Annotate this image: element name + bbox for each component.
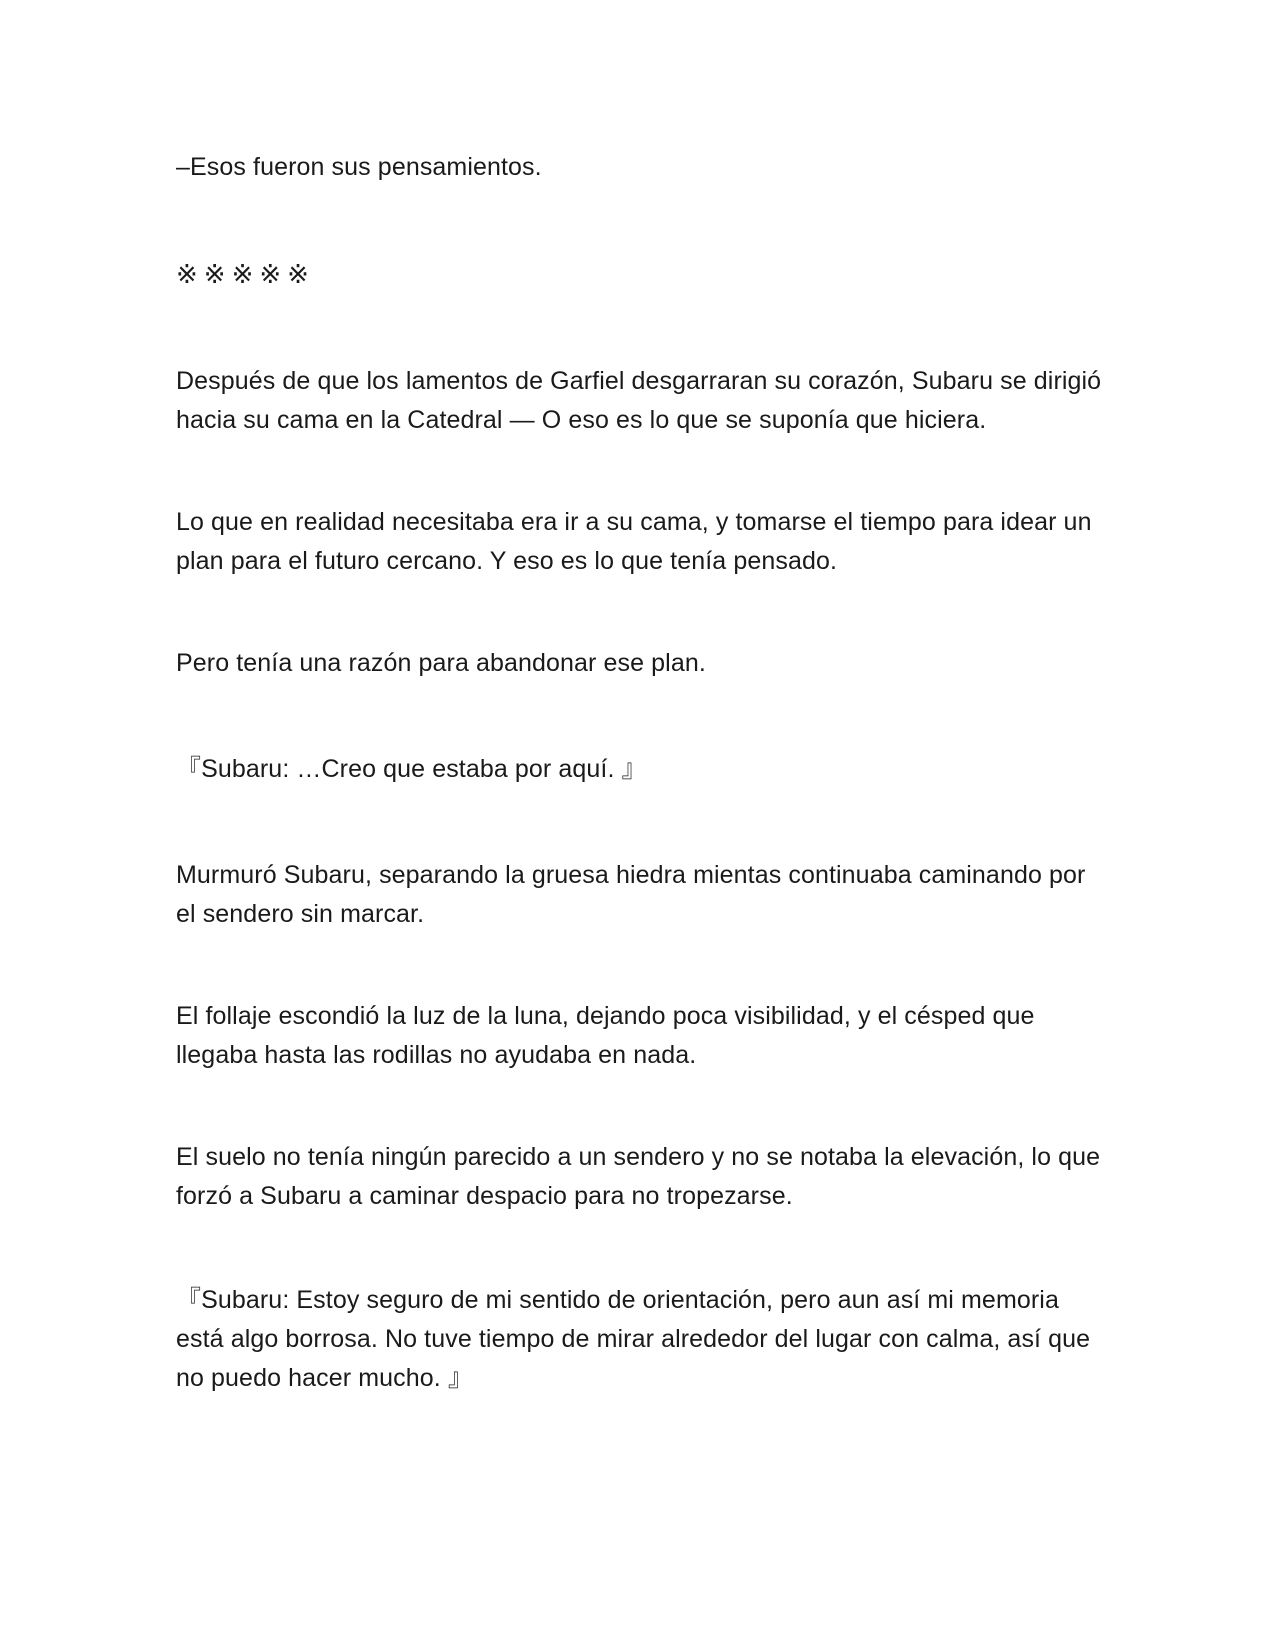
paragraph-bed-plan: Lo que en realidad necesitaba era ir a su cama, y tomarse el tiempo para idear un plan para el futuro cercano. Y eso es lo que tenía pensado. (176, 508, 1092, 575)
paragraph-thoughts: –Esos fueron sus pensamientos. (176, 153, 542, 181)
paragraph-foliage: El follaje escondió la luz de la luna, dejando poca visibilidad, y el césped que llegaba hasta las rodillas no ayudaba en nada. (176, 1002, 1035, 1069)
paragraph-ground: El suelo no tenía ningún parecido a un sendero y no se notaba la elevación, lo que forzó a Subaru a caminar despacio para no tropezarse. (176, 1143, 1101, 1210)
paragraph-abandon-plan: Pero tenía una razón para abandonar ese plan. (176, 649, 706, 677)
paragraph-garfiel-laments: Después de que los lamentos de Garfiel desgarraran su corazón, Subaru se dirigió hacia su cama en la Catedral — O eso es lo que se suponía que hiciera. (176, 367, 1102, 434)
scene-separator: ※※※※※ (176, 260, 315, 290)
dialogue-subaru-here: 『Subaru: …Creo que estaba por aquí. 』 (176, 755, 647, 783)
paragraph-murmured: Murmuró Subaru, separando la gruesa hiedra mientas continuaba caminando por el sendero sin marcar. (176, 861, 1086, 928)
dialogue-subaru-orientation: 『Subaru: Estoy seguro de mi sentido de orientación, pero aun así mi memoria está algo borrosa. No tuve tiempo de mirar alrededor del lugar con calma, así que no puedo hacer mucho. 』 (176, 1286, 1091, 1392)
